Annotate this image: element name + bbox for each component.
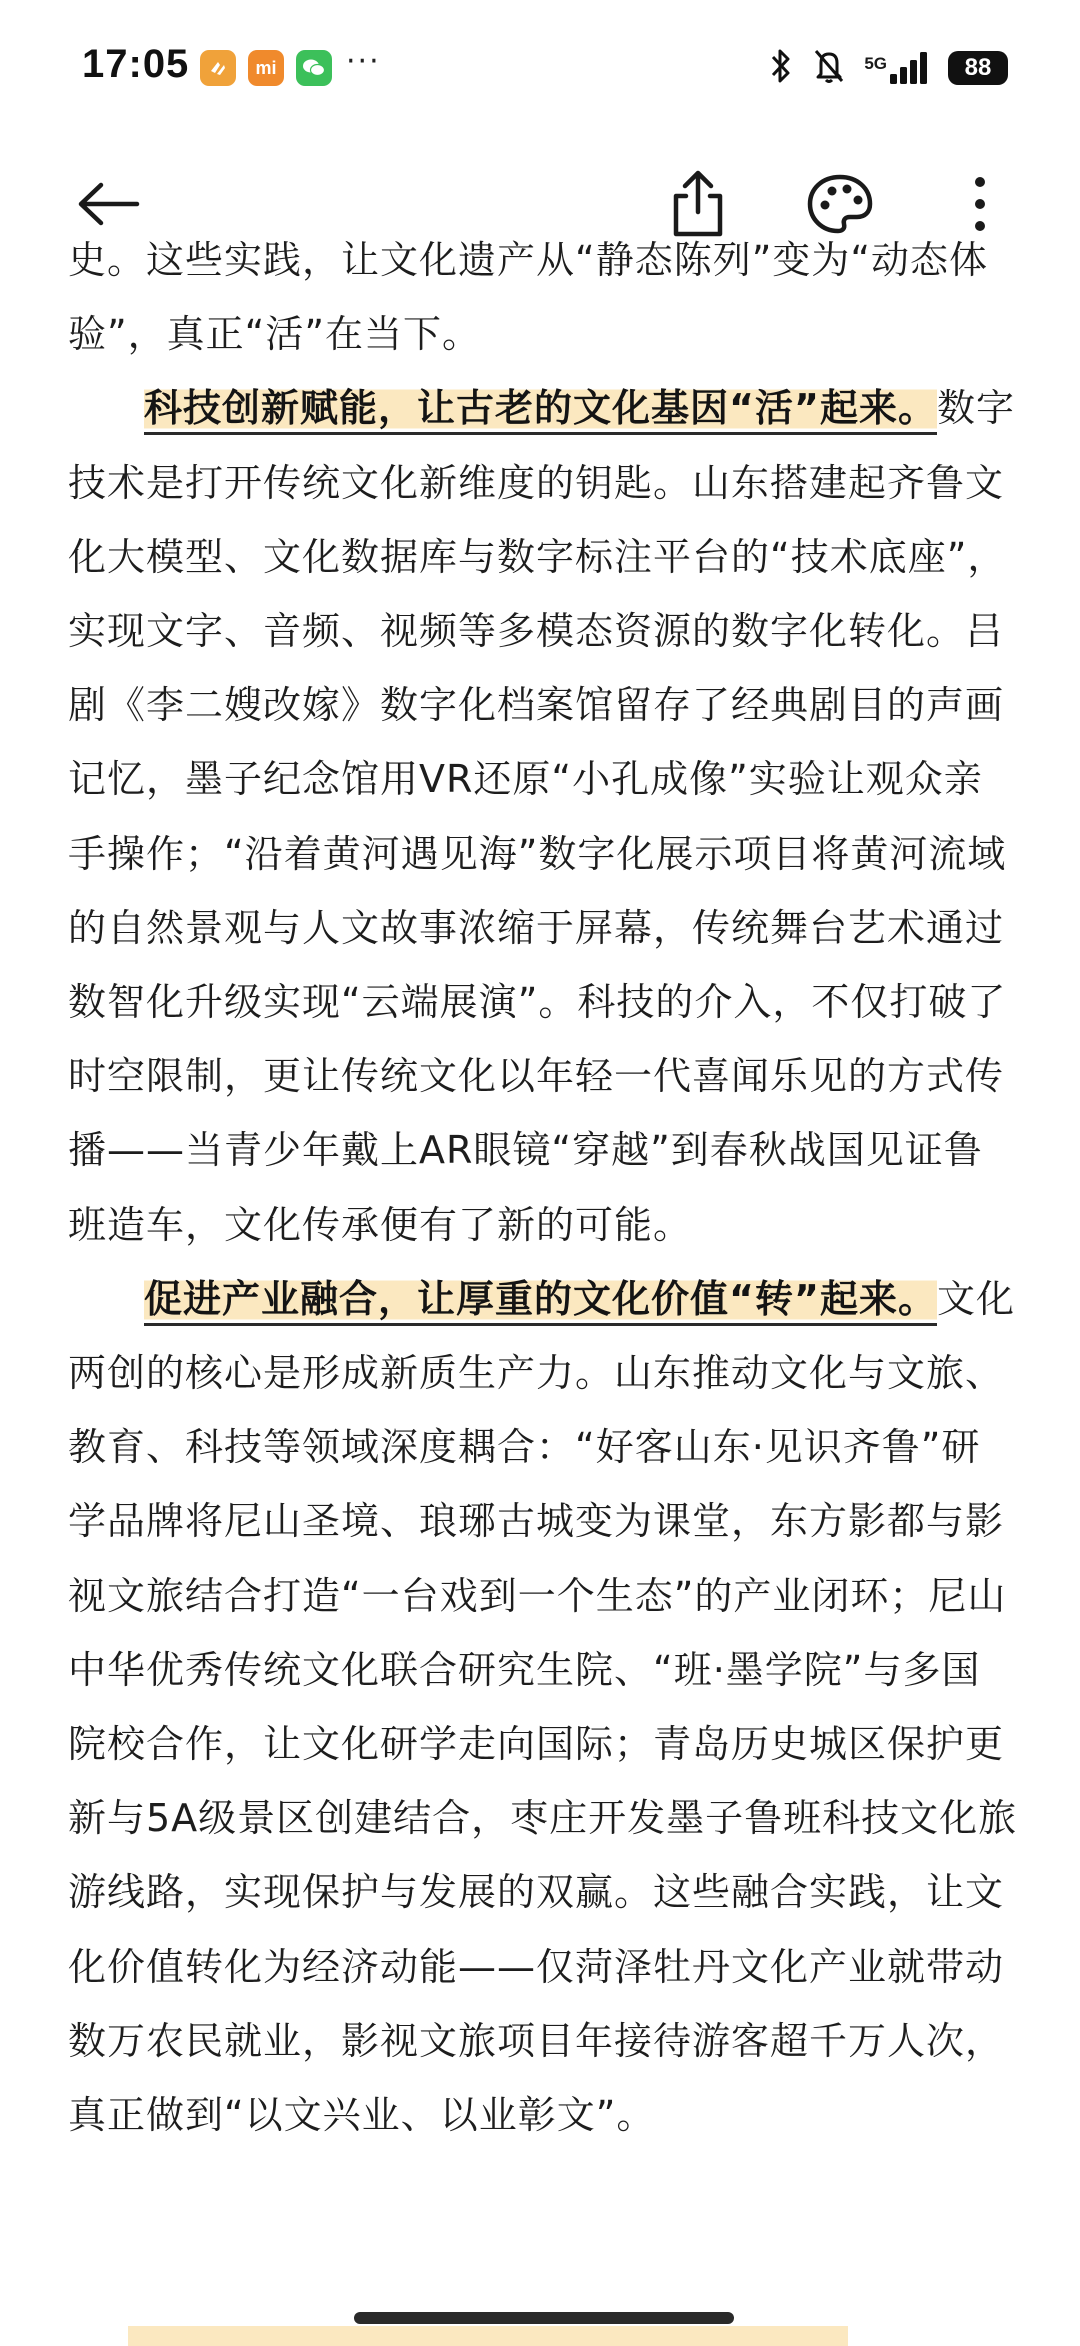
article-paragraph [68, 1262, 1018, 2152]
status-more-indicator: ··· [346, 44, 381, 79]
article-paragraph [68, 223, 1018, 371]
back-arrow-icon [73, 179, 143, 229]
bluetooth-icon [768, 47, 794, 89]
mi-app-icon [248, 50, 284, 86]
wechat-app-icon [296, 50, 332, 86]
mi-app-label: mi [255, 57, 277, 78]
network-type: 5G [864, 54, 887, 73]
signal-icon [864, 52, 930, 84]
status-bar [0, 0, 1080, 130]
home-indicator[interactable] [354, 2312, 734, 2324]
mute-bell-icon [812, 47, 846, 89]
paragraph-text: 史。这些实践，让文化遗产从“静态陈列”变为“动态体验”，真正“活”在当下。 [68, 238, 989, 357]
battery-indicator: 88 [948, 51, 1008, 85]
status-icons [768, 44, 1008, 92]
next-highlight-fragment [128, 2326, 848, 2346]
paragraph-text: 文化两创的核心是形成新质生产力。山东推动文化与文旅、教育、科技等领域深度耦合：“好客山东·见识齐鲁”研学品牌将尼山圣境、琅琊古城变为课堂，东方影都与影视文旅结合打造“一台戏到一个生态”的产业闭环；尼山中华优秀传统文化联合研究生院、“班·墨学院”与多国院校合作，让文化研学走向国际；青岛历史城区保护更新与5A级景区创建结合，枣庄开发墨子鲁班科技文化旅游线路，实现保护与发展的双赢。这些融合实践，让文化价值转化为经济动能——仅菏泽牡丹文化产业就带动数万农民就业，影视文旅项目年接待游客超千万人次，真正做到“以文兴业、以业彰文”。 [68, 1276, 1018, 2138]
highlighted-heading[interactable]: 促进产业融合，让厚重的文化价值“转”起来。 [144, 1277, 937, 1326]
notification-app-icon [200, 50, 236, 86]
highlighted-heading[interactable]: 科技创新赋能，让古老的文化基因“活”起来。 [144, 386, 937, 435]
article-body [68, 238, 1018, 2152]
article-paragraph [68, 371, 1018, 1261]
status-time: 17:05 [82, 42, 190, 86]
paragraph-text: 数字技术是打开传统文化新维度的钥匙。山东搭建起齐鲁文化大模型、文化数据库与数字标注平台的“技术底座”，实现文字、音频、视频等多模态资源的数字化转化。吕剧《李二嫂改嫁》数字化档案馆留存了经典剧目的声画记忆，墨子纪念馆用VR还原“小孔成像”实验让观众亲手操作；“沿着黄河遇见海”数字化展示项目将黄河流域的自然景观与人文故事浓缩于屏幕，传统舞台艺术通过数智化升级实现“云端展演”。科技的介入，不仅打破了时空限制，更让传统文化以年轻一代喜闻乐见的方式传播——当青少年戴上AR眼镜“穿越”到春秋战国见证鲁班造车，文化传承便有了新的可能。 [68, 386, 1015, 1247]
